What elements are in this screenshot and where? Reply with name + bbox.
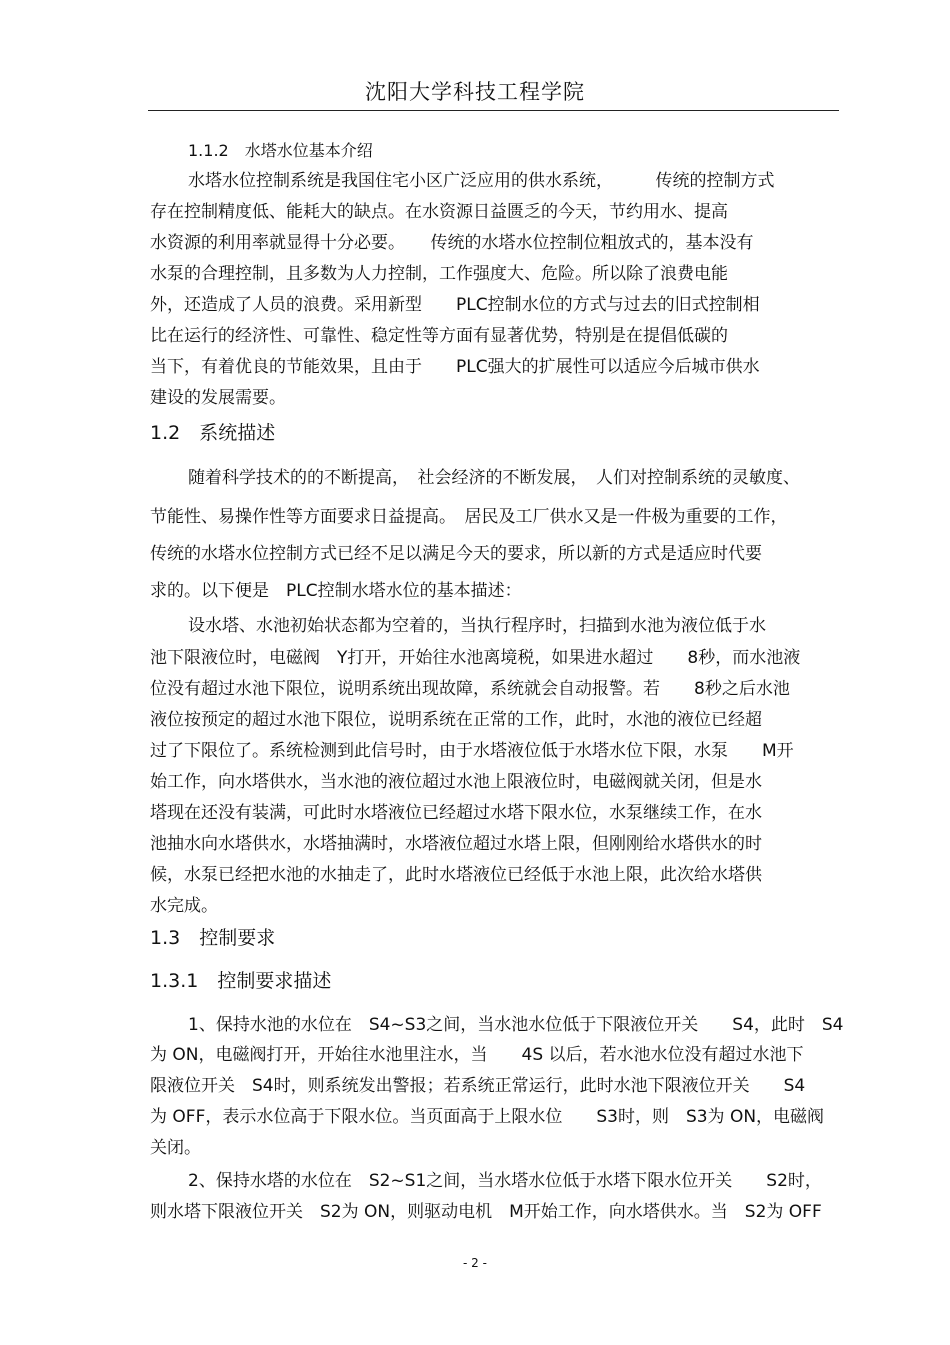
paragraph-line: 为 ON，电磁阀打开，开始往水池里注水，当 4S 以后，若水池水位没有超过水池下 <box>150 1045 804 1065</box>
subsection-heading-1-3-1: 1.3.1 控制要求描述 <box>150 970 332 992</box>
paragraph-line: 随着科学技术的的不断提高， 社会经济的不断发展， 人们对控制系统的灵敏度、 <box>188 468 800 488</box>
paragraph-line: 当下，有着优良的节能效果，且由于 PLC强大的扩展性可以适应今后城市供水 <box>150 357 760 377</box>
paragraph-line: 候，水泵已经把水池的水抽走了，此时水塔液位已经低于水池上限，此次给水塔供 <box>150 865 762 885</box>
paragraph-line: 位没有超过水池下限位，说明系统出现故障，系统就会自动报警。若 8秒之后水池 <box>150 679 790 699</box>
paragraph-line: 传统的水塔水位控制方式已经不足以满足今天的要求，所以新的方式是适应时代要 <box>150 544 762 564</box>
page-number: - 2 - <box>463 1256 487 1270</box>
section-heading-1-3: 1.3 控制要求 <box>150 927 276 949</box>
paragraph-line: 关闭。 <box>150 1138 201 1158</box>
paragraph-line: 存在控制精度低、能耗大的缺点。在水资源日益匮乏的今天，节约用水、提高 <box>150 202 728 222</box>
paragraph-line: 2、保持水塔的水位在 S2~S1之间，当水塔水位低于水塔下限水位开关 S2时， <box>188 1171 822 1191</box>
paragraph-line: 水泵的合理控制，且多数为人力控制，工作强度大、危险。所以除了浪费电能 <box>150 264 728 284</box>
paragraph-line: 1、保持水池的水位在 S4~S3之间，当水池水位低于下限液位开关 S4，此时 S4 <box>188 1015 844 1035</box>
subsection-heading-1-1-2: 1.1.2 水塔水位基本介绍 <box>188 141 373 160</box>
paragraph-line: 为 OFF，表示水位高于下限水位。当页面高于上限水位 S3时，则 S3为 ON，电磁阀 <box>150 1107 825 1127</box>
paragraph-line: 塔现在还没有装满，可此时水塔液位已经超过水塔下限水位，水泵继续工作，在水 <box>150 803 762 823</box>
paragraph-line: 过了下限位了。系统检测到此信号时，由于水塔液位低于水塔水位下限，水泵 M开 <box>150 741 794 761</box>
paragraph-line: 水资源的利用率就显得十分必要。 传统的水塔水位控制位粗放式的，基本没有 <box>150 233 754 253</box>
paragraph-line: 水完成。 <box>150 896 218 916</box>
paragraph-line: 则水塔下限液位开关 S2为 ON，则驱动电机 M开始工作，向水塔供水。当 S2为 OFF <box>150 1202 822 1222</box>
paragraph-line: 始工作，向水塔供水，当水池的液位超过水池上限液位时，电磁阀就关闭，但是水 <box>150 772 762 792</box>
paragraph-line: 建设的发展需要。 <box>150 388 286 408</box>
paragraph-line: 池抽水向水塔供水，水塔抽满时，水塔液位超过水塔上限，但刚刚给水塔供水的时 <box>150 834 762 854</box>
paragraph-line: 限液位开关 S4时，则系统发出警报；若系统正常运行，此时水池下限液位开关 S4 <box>150 1076 806 1096</box>
paragraph-line: 液位按预定的超过水池下限位，说明系统在正常的工作，此时，水池的液位已经超 <box>150 710 762 730</box>
section-heading-1-2: 1.2 系统描述 <box>150 422 276 444</box>
paragraph-line: 水塔水位控制系统是我国住宅小区广泛应用的供水系统， 传统的控制方式 <box>188 171 775 191</box>
paragraph-line: 设水塔、水池初始状态都为空着的，当执行程序时，扫描到水池为液位低于水 <box>188 616 766 636</box>
paragraph-line: 节能性、易操作性等方面要求日益提高。 居民及工厂供水又是一件极为重要的工作， <box>150 507 788 527</box>
paragraph-line: 求的。以下便是 PLC控制水塔水位的基本描述： <box>150 581 522 601</box>
header-title: 沈阳大学科技工程学院 <box>365 80 585 104</box>
header-rule <box>148 110 839 111</box>
paragraph-line: 池下限液位时，电磁阀 Y打开，开始往水池离境税，如果进水超过 8秒，而水池液 <box>150 648 801 668</box>
paragraph-line: 比在运行的经济性、可靠性、稳定性等方面有显著优势，特别是在提倡低碳的 <box>150 326 728 346</box>
paragraph-line: 外，还造成了人员的浪费。采用新型 PLC控制水位的方式与过去的旧式控制相 <box>150 295 760 315</box>
